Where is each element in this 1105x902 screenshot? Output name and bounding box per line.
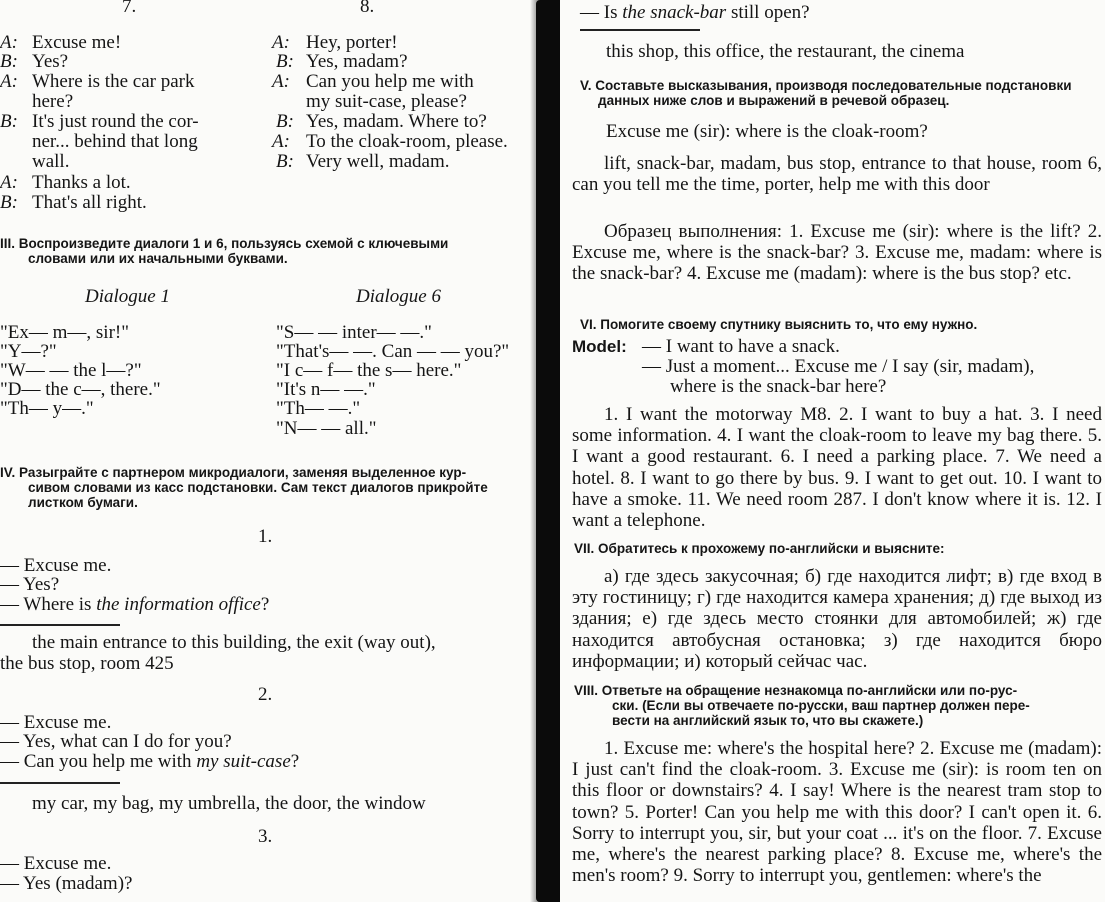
speaker-label: A:: [272, 71, 290, 92]
model-line: where is the snack-bar here?: [670, 376, 887, 397]
cue-line: "That's— —. Can — — you?": [276, 341, 510, 362]
speaker-label: A:: [272, 32, 290, 53]
dialogue-line: [580, 2, 810, 23]
substitution-list: this shop, this office, the restaurant, the cinema: [606, 41, 965, 62]
exercise-5-heading-cont: данных ниже слов и выражений в речевой образец.: [598, 93, 950, 108]
model-line: — Just a moment... Excuse me / I say (sir, madam),: [642, 356, 1035, 377]
dialogue-line: Yes, madam. Where to?: [306, 111, 487, 132]
cue-line: "I c— f— the s— here.": [276, 360, 462, 381]
dialogue-line: Yes?: [32, 51, 69, 72]
dialogue-line: Thanks a lot.: [32, 172, 131, 193]
dialogue-line: my suit-case, please?: [306, 91, 467, 112]
exercise-7-text: а) где здесь закусочная; б) где находится лифт; в) где вход в эту гостиницу; г) где находится камера хранения; д) где выход из здания; е) где здесь место стоянки для автомобилей; ж) где находится автобусная остановка; з) где находится бюро информации; и) который сейчас час.: [572, 566, 1102, 672]
dialogue-line: That's all right.: [32, 192, 147, 213]
dialogue-line: — Excuse me.: [0, 853, 112, 874]
line-text: ?: [260, 594, 270, 615]
speaker-label: B:: [276, 111, 294, 132]
cue-line: "S— — inter— —.": [276, 322, 432, 343]
exercise-8-heading-cont: вести на английский язык то, что вы скажете.): [612, 713, 924, 728]
microdialogue-3-number: 3.: [258, 826, 273, 847]
dialogue-line: wall.: [32, 151, 70, 172]
dialogue-line: [0, 751, 299, 772]
exercise-8-heading: VIII. Ответьте на обращение незнакомца по-английски или по-рус-: [574, 683, 1018, 698]
cue-line: "N— — all.": [276, 418, 377, 439]
dialogue-line: — Yes?: [0, 574, 60, 595]
substitution-list: my car, my bag, my umbrella, the door, the window: [32, 793, 426, 814]
dialogue-line: [0, 594, 269, 615]
speaker-label: A:: [272, 131, 290, 152]
substitution-words: lift, snack-bar, madam, bus stop, entrance to that house, room 6, can you tell me the time, porter, help me with this door: [572, 153, 1102, 196]
speaker-label: A:: [0, 32, 18, 53]
exercise-3-heading-cont: словами или их начальными буквами.: [28, 251, 288, 266]
model-label: Model:: [572, 337, 627, 356]
dialogue-line: Very well, madam.: [306, 151, 450, 172]
dialogue-line: — Yes (madam)?: [0, 873, 133, 894]
exercise-4-heading-cont: листком бумаги.: [28, 495, 138, 510]
substitution-target: the information office: [96, 594, 261, 615]
cue-line: "D— the c—, there.": [0, 379, 161, 400]
line-text: — Can you help me with: [0, 751, 197, 772]
cue-line: "Th— y—.": [0, 398, 94, 419]
dialogue-7-number: 7.: [122, 0, 137, 17]
model-sentence: Excuse me (sir): where is the cloak-room?: [606, 121, 928, 142]
dialogue-line: Can you help me with: [306, 71, 474, 92]
dialogue-1-title: Dialogue 1: [85, 286, 170, 307]
cue-line: "Y—?": [0, 341, 57, 362]
speaker-label: B:: [0, 111, 18, 132]
exercise-6-text: 1. I want the motorway M8. 2. I want to buy a hat. 3. I need some information. 4. I want the cloak-room to leave my bag there. 5. I want a good restaurant. 6. I need a parking place. 7. We need a hotel. 8. I want to go there by bus. 9. I want to get out. 10. I want to have a smoke. 11. We need room 287. I don't know where it is. 12. I want a telephone.: [572, 404, 1102, 532]
divider: [0, 624, 120, 626]
line-text: — Is: [580, 2, 623, 23]
microdialogue-1-number: 1.: [258, 526, 273, 547]
speaker-label: B:: [276, 51, 294, 72]
speaker-label: A:: [0, 71, 18, 92]
substitution-target: the snack-bar: [622, 2, 727, 23]
cue-line: "Th— —.": [276, 398, 361, 419]
left-page: [0, 0, 540, 902]
cue-line: "It's n— —.": [276, 379, 376, 400]
cue-line: "W— — the l—?": [0, 360, 142, 381]
substitution-list: the main entrance to this building, the exit (way out),: [32, 632, 436, 653]
sample-answer: Образец выполнения: 1. Excuse me (sir): where is the lift? 2. Excuse me, where is the snack-bar? 3. Excuse me, madam: where is the snack-bar? 4. Excuse me (madam): where is the bus stop? etc.: [572, 221, 1102, 285]
divider: [0, 782, 120, 784]
line-text: — Where is: [0, 594, 97, 615]
speaker-label: B:: [276, 151, 294, 172]
dialogue-line: Yes, madam?: [306, 51, 408, 72]
speaker-label: B:: [0, 192, 18, 213]
exercise-8-text: 1. Excuse me: where's the hospital here? 2. Excuse me (madam): I just can't find the cloak-room. 3. Excuse me (sir): is room ten on this floor or downstairs? 4. I say! Where is the nearest tram stop to town? 5. Porter! Can you help me with this door? I can't open it. 6. Sorry to interrupt you, sir, but your coat ... it's on the floor. 7. Excuse me, where's the nearest parking place? 8. Excuse me, where's the men's room? 9. Sorry to interrupt you, gentlemen: where's the: [572, 738, 1102, 887]
exercise-3-heading: III. Воспроизведите диалоги 1 и 6, пользуясь схемой с ключевыми: [0, 236, 449, 251]
model-line: — I want to have a snack.: [642, 336, 840, 357]
dialogue-line: Hey, porter!: [306, 32, 398, 53]
dialogue-8-number: 8.: [360, 0, 375, 17]
dialogue-6-title: Dialogue 6: [356, 286, 441, 307]
dialogue-line: Where is the car park: [32, 71, 195, 92]
microdialogue-2-number: 2.: [258, 684, 273, 705]
right-page: [560, 0, 1105, 902]
exercise-6-heading: VI. Помогите своему спутнику выяснить то, что ему нужно.: [580, 317, 978, 332]
exercise-8-heading-cont: ски. (Если вы отвечаете по-русски, ваш партнер должен пере-: [612, 698, 1030, 713]
dialogue-line: Excuse me!: [32, 32, 122, 53]
dialogue-line: — Excuse me.: [0, 555, 112, 576]
substitution-list: the bus stop, room 425: [0, 653, 174, 674]
dialogue-line: here?: [32, 91, 74, 112]
dialogue-line: — Yes, what can I do for you?: [0, 731, 232, 752]
substitution-target: my suit-case: [196, 751, 291, 772]
dialogue-line: To the cloak-room, please.: [306, 131, 508, 152]
line-text: ?: [290, 751, 300, 772]
speaker-label: A:: [0, 172, 18, 193]
exercise-4-heading-cont: сивом словами из касс подстановки. Сам текст диалогов прикройте: [28, 480, 488, 495]
speaker-label: B:: [0, 51, 18, 72]
dialogue-line: It's just round the cor-: [32, 111, 199, 132]
line-text: still open?: [726, 2, 810, 23]
exercise-5-heading: V. Составьте высказывания, производя последовательные подстановки: [580, 78, 1072, 93]
divider: [580, 29, 700, 31]
dialogue-line: — Excuse me.: [0, 712, 112, 733]
dialogue-line: ner... behind that long: [32, 131, 198, 152]
cue-line: "Ex— m—, sir!": [0, 322, 129, 343]
exercise-7-heading: VII. Обратитесь к прохожему по-английски и выясните:: [574, 541, 945, 556]
exercise-4-heading: IV. Разыграйте с партнером микродиалоги, заменяя выделенное кур-: [0, 465, 467, 480]
